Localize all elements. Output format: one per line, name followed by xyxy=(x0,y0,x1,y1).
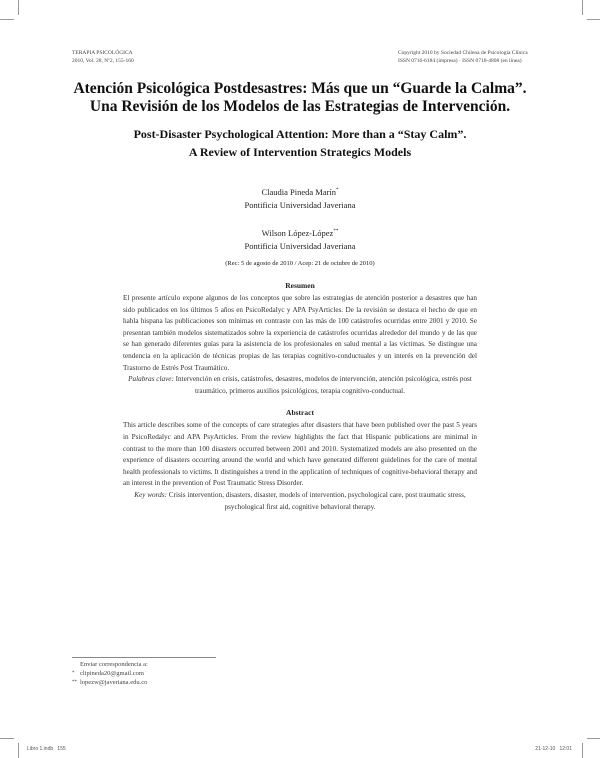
footnote-email[interactable]: clipineda20@gmail.com xyxy=(80,670,144,677)
crop-mark xyxy=(582,0,583,15)
author-name: Wilson López-López xyxy=(261,227,334,238)
crop-mark xyxy=(18,743,19,758)
resumen-keywords xyxy=(123,374,477,397)
print-slug-left: Libro 1.indb 155 xyxy=(27,746,66,752)
author-affiliation: Pontificia Universidad Javeriana xyxy=(244,199,356,210)
author-2 xyxy=(0,225,600,253)
resumen-text: El presente artículo expone algunos de los conceptos que sobre las estrategias de atención posterior a desastres que han sido publicados en los últimos 5 años en PsicoRedalyc y APA PsyArticles. De la revisión se destaca el hecho de que en habla hispana las publicaciones son mínimas en contraste con las más de 100 catástrofes ocurridas entre 2001 y 2010. Se presentan también modelos sistematizados sobre la experiencia de catástrofes ocurridas alrededor del mundo y de las que se han generado diferentes guías para la asistencia de los profesionales en salud mental a las víctimas. Se distingue una tendencia en la aplicación de técnicas propias de las terapias cognitivo-conductuales y un interés en la prevención del Trastorno de Estrés Post Traumático. xyxy=(123,294,477,372)
footnote-intro: Enviar correspondencia a: xyxy=(80,661,148,668)
title-line: A Review of Intervention Strategics Models xyxy=(188,145,412,159)
abstract-section xyxy=(123,280,477,513)
title-line: Post-Disaster Psychological Attention: More than a “Stay Calm”. xyxy=(133,127,467,141)
footnote-mark: * xyxy=(72,671,75,676)
author-name: Claudia Pineda Marín xyxy=(261,186,337,197)
title-english xyxy=(0,125,600,161)
footnotes xyxy=(72,660,148,687)
keywords-text: Crisis intervention, disasters, disaster, models of intervention, psychological care, post traumatic stress, psychological first aid, cognitive behavioral therapy. xyxy=(166,490,466,511)
abstract-text: This article describes some of the concepts of care strategies after disasters that have been published over the past 5 years in PsicoRedalyc and APA PsyArticles. From the review highlights the fact that Hispanic publications are minimal in contrast to the more than 100 disasters occurred between 2001 and 2010. Systematized models are also presented on the experience of disasters occurring around the world and which have generated different guidelines for the care of mental health professionals to victims. It distinguishes a trend in the application of techniques of cognitive-behavioral therapy and an interest in the prevention of Post Traumatic Stress Disorder. xyxy=(123,421,477,488)
abstract-keywords xyxy=(123,490,477,513)
crop-mark xyxy=(0,738,14,739)
keywords-label: Palabras clave: xyxy=(128,375,174,384)
crop-mark xyxy=(587,738,600,739)
copyright-header xyxy=(398,49,528,65)
keywords-text: Intervención en crisis, catástrofes, desastres, modelos de intervención, atención psicológica, estrés post traumático, primeros auxilios psicológicos, terapia cognitivo-conductual. xyxy=(173,375,472,395)
received-dates: (Rec: 5 de agosto de 2010 / Acep: 21 de octubre de 2010) xyxy=(225,260,375,267)
journal-issue: 2010, Vol. 28, Nº2, 155-160 xyxy=(72,58,134,64)
journal-header xyxy=(72,49,134,65)
title-line: Una Revisión de los Modelos de las Estrategias de Intervención. xyxy=(89,98,511,115)
author-affiliation: Pontificia Universidad Javeriana xyxy=(244,240,356,251)
footnote-divider xyxy=(72,657,216,658)
crop-mark xyxy=(587,19,600,20)
journal-name: TERAPIA PSICOLÓGICA xyxy=(72,50,133,56)
copyright: Copyright 2010 by Sociedad Chilena de Psicología Clínica xyxy=(398,50,528,56)
footnote-email[interactable]: lopezw@javeriana.edu.co xyxy=(80,679,148,686)
abstract-heading: Abstract xyxy=(286,408,314,418)
crop-mark xyxy=(18,0,19,15)
footnote-mark: ** xyxy=(72,680,77,685)
resumen-heading: Resumen xyxy=(285,281,315,290)
crop-mark xyxy=(582,743,583,758)
print-slug-right: 21-12-10 12:01 xyxy=(535,746,572,752)
author-1 xyxy=(0,184,600,212)
title-line: Atención Psicológica Postdesastres: Más que un “Guarde la Calma”. xyxy=(73,80,527,97)
crop-mark xyxy=(0,19,14,20)
author-mark: ** xyxy=(333,229,339,234)
author-mark: * xyxy=(336,188,339,193)
keywords-label: Key words: xyxy=(134,490,167,499)
issn: ISSN 0716-6184 (impresa) · ISSN 0718-4808 (en línea) xyxy=(398,58,522,64)
title-spanish xyxy=(0,80,600,116)
